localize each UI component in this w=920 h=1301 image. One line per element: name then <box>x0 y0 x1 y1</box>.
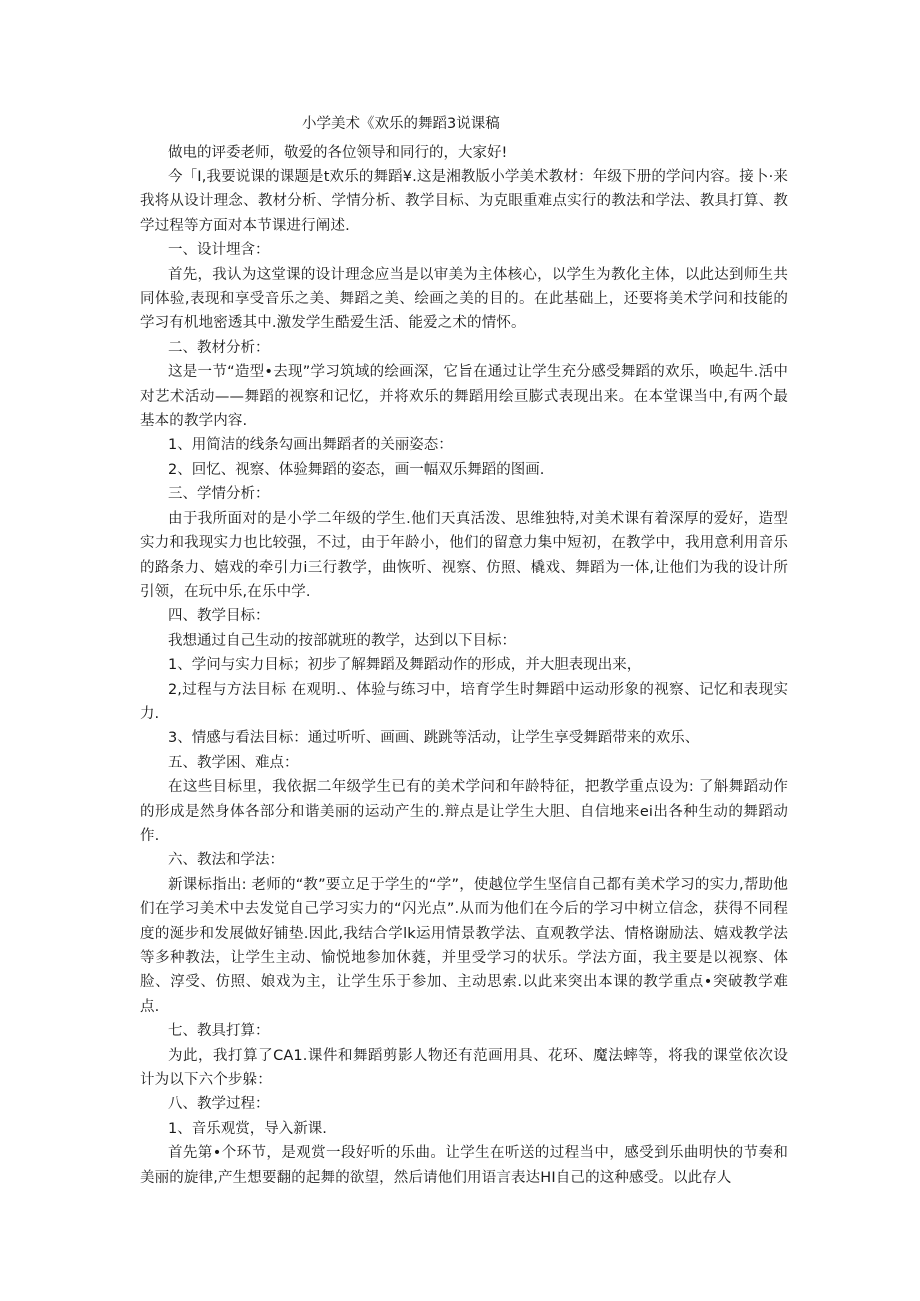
section-paragraph: 新课标指出: 老师的“教”要立足于学生的“学”，使越位学生坚信自己都有美术学习的实力,帮助他们在学习美术中去发觉自己学习实力的“闪光点”.从而为他们在今后的学习中树立信念，获得不同程度的涎步和发展做好铺垫.因此,我结合学lk运用情景教学法、直观教学法、情格谢励法、嬉戏教学法等多种教法，让学生主动、愉悦地参加休蕤，并里受学习的状乐。学法方面，我主要是以视察、体脸、淳受、仿照、娘戏为主，让学生乐于参加、主动思索.以此来突出本课的教学重点•突破教学难点. <box>140 876 788 1015</box>
section-heading-key-points: 五、教学困、难点： <box>168 754 299 771</box>
list-item: 3、情感与看法目标：通过听听、画画、跳跳等活动，让学生享受舞蹈带来的欢乐、 <box>168 730 700 747</box>
list-item: 1、学问与实力目标；初步了解舞蹈及舞蹈动作的形成，并大胆表现出来， <box>168 657 642 674</box>
list-item: 我想通过自己生动的按部就班的教学，达到以下目标： <box>168 632 516 649</box>
section-paragraph: 为此，我打算了CA1.课件和舞蹈剪影人物还有范画用具、花环、魔法蟀等，将我的课堂依次设计为以下六个步躲： <box>140 1047 788 1089</box>
section-heading-students: 三、学情分析： <box>168 486 270 503</box>
section-heading-goals: 四、教学目标： <box>168 608 270 625</box>
greeting: 做电的评委老师，敬爱的各位领导和同行的，大家好! <box>168 145 508 161</box>
document-body <box>140 111 788 1190</box>
section-paragraph: 由于我所面对的是小学二年级的学生.他们天真活泼、思维独特,对美术课有着深厚的爱好，造型实力和我现实力也比较强，不过，由于年龄小，他们的留意力集中短初，在教学中，我用意利用音乐的路条力、嬉戏的牵引力i三行教学，曲恢听、视察、仿照、橇戏、舞蹈为一体,让他们为我的设计所引领，在玩中乐,在乐中学. <box>140 510 788 600</box>
section-heading-materials-prep: 七、教具打算： <box>168 1023 270 1040</box>
section-paragraph: 这是一节“造型•去现”学习筑域的绘画深，它旨在通过让学生充分感受舞蹈的欢乐，唤起牛.活中对艺术活动——舞蹈的视察和记忆，并将欢乐的舞蹈用绘亘膨式表现出来。在本堂课当中,有两个最基本的教学内容. <box>140 364 788 430</box>
section-heading-design: 一、设计埋含： <box>168 242 270 259</box>
document-title: 小学美术《欢乐的舞蹈3说课稿 <box>302 116 500 132</box>
section-heading-process: 八、教学过程： <box>168 1096 270 1113</box>
intro-paragraph: 今「I,我要说课的课题是t欢乐的舞蹈¥.这是湘教版小学美术教材：年级下册的学问内容。接卜·来我将从设计理念、教材分析、学情分析、教学目标、为克眼重难点实行的教法和学法、教具打算、教学过程等方面对本节课进行阐述. <box>140 169 788 234</box>
section-heading-material: 二、教材分析： <box>168 339 270 356</box>
section-paragraph: 首先，我认为这堂课的设计理念应当是以审美为主体核心，以学生为教化主体，以此达到师生共同体验,表现和享受音乐之美、舞蹈之美、绘画之美的目的。在此基础上，还要将美术学问和技能的学习有机地密透其中.激发学生酷爱生活、能爱之术的情怀。 <box>140 266 788 332</box>
section-paragraph: 在这些目标里，我依据二年级学生已有的美术学问和年龄特征，把教学重点设为: 了斛舞蹈动作的形成是然身体各部分和谐美丽的运动产生的.辩点是让学生大胆、自信地来ei出各种生动的舞蹈动作. <box>140 779 788 844</box>
section-heading-methods: 六、教法和学法： <box>168 852 284 869</box>
list-item: 2,过程与方法目标 在观明.、体验与练习中，培育学生时舞蹈中运动形象的视察、记忆和表现实力. <box>140 681 788 722</box>
list-item: 1、音乐观赏，导入新课. <box>168 1120 327 1137</box>
list-item: 2、回忆、视察、体验舞蹈的姿态，画一幅双乐舞蹈的图画. <box>168 461 545 478</box>
section-paragraph: 首先第•个环节，是观赏一段好听的乐曲。让学生在听送的过程当中，感受到乐曲明快的节奏和美丽的旋律,产生想要翻的起舞的欲望，然后请他们用语言表达HI自己的这种感受。以此存人 <box>140 1145 788 1186</box>
list-item: 1、用简洁的线条勾画出舞蹈者的关丽姿态： <box>168 437 453 454</box>
